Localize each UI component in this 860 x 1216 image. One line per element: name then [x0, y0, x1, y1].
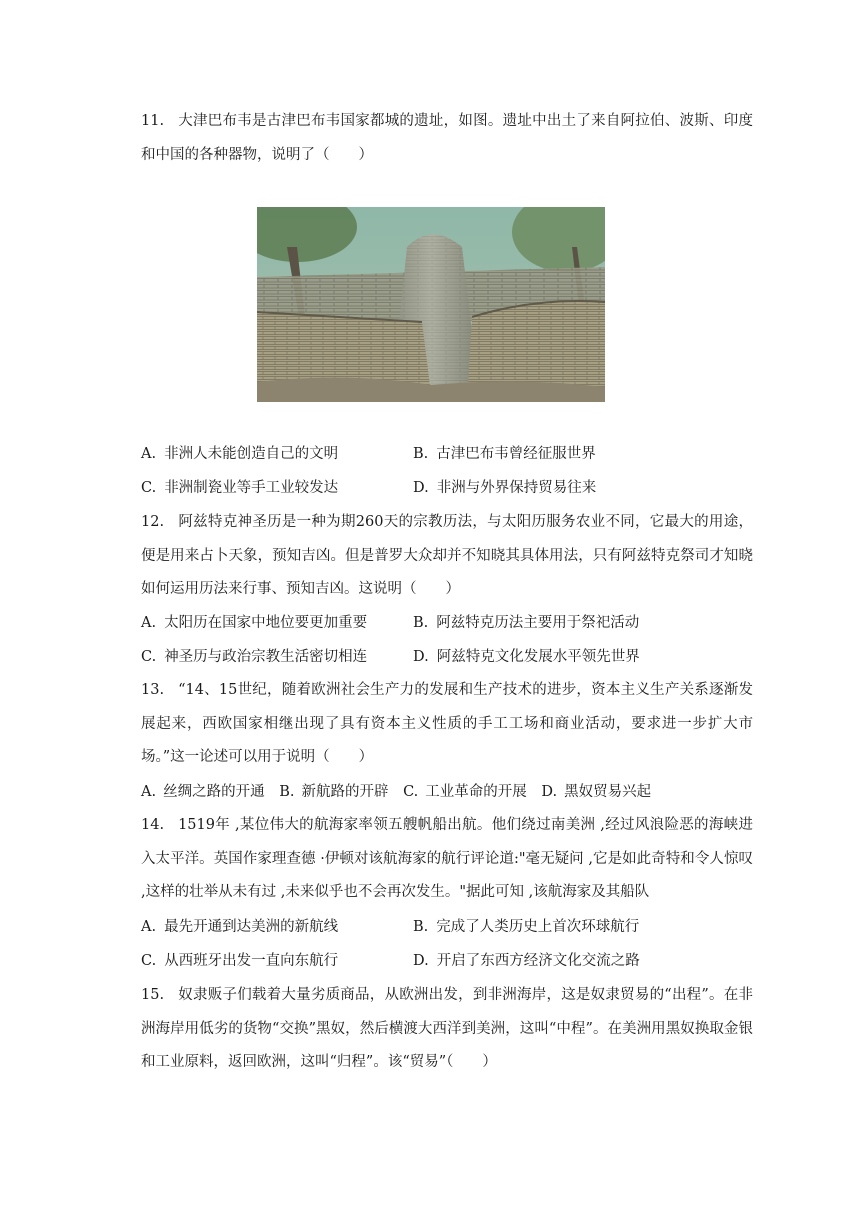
option-d[interactable]: D. 阿兹特克文化发展水平领先世界: [413, 649, 640, 665]
question-text: 1519年 ,某位伟大的航海家率领五艘帆船出航。他们绕过南美洲 ,经过风浪险恶的海峡进入太平洋。英国作家理查德 ·伊顿对该航海家的航行评论道:"毫无疑问 ,它是如此奇特和令人惊叹 ,这样的壮举从未有过 ,未来似乎也不会再次发生。"据此可知 ,该航海家及其船队: [141, 817, 753, 900]
option-b[interactable]: B. 古津巴布韦曾经征服世界: [413, 446, 596, 462]
option-a[interactable]: A. 太阳历在国家中地位要更加重要: [141, 615, 368, 631]
question-12-options: [141, 606, 761, 674]
question-11-options: [141, 437, 761, 505]
option-b[interactable]: B. 阿兹特克历法主要用于祭祀活动: [413, 615, 640, 631]
question-text: 奴隶贩子们载着大量劣质商品，从欧洲出发，到非洲海岸，这是奴隶贸易的“出程”。在非洲海岸用低劣的货物“交换”黑奴，然后横渡大西洋到美洲，这叫“中程”。在美洲用黑奴换取金银和工业原料，返回欧洲，这叫“归程”。该“贸易”（ ）: [141, 987, 753, 1070]
question-number: 15.: [141, 987, 165, 1003]
option-c[interactable]: C. 工业革命的开展: [403, 784, 527, 800]
option-c[interactable]: C. 神圣历与政治宗教生活密切相连: [141, 649, 368, 665]
question-number: 13.: [141, 682, 165, 698]
option-d[interactable]: D. 非洲与外界保持贸易往来: [413, 480, 597, 496]
option-b[interactable]: B. 完成了人类历史上首次环球航行: [413, 919, 640, 935]
great-zimbabwe-ruins-photo: [257, 207, 605, 402]
question-14-options: [141, 910, 761, 978]
question-13-options: [141, 775, 761, 809]
question-number: 14.: [141, 817, 165, 833]
question-text: 阿兹特克神圣历是一种为期260天的宗教历法，与太阳历服务农业不同，它最大的用途，便是用来占卜天象，预知吉凶。但是普罗大众却并不知晓其具体用法，只有阿兹特克祭司才知晓如何运用历法来行事、预知吉凶。这说明（ ）: [141, 514, 753, 597]
question-text: 大津巴布韦是古津巴布韦国家都城的遗址，如图。遗址中出土了来自阿拉伯、波斯、印度和中国的各种器物，说明了（ ）: [141, 113, 753, 163]
question-15-stem: [141, 979, 753, 1080]
question-13-stem: [141, 674, 753, 775]
option-c[interactable]: C. 从西班牙出发一直向东航行: [141, 953, 339, 969]
question-number: 11.: [141, 113, 165, 129]
option-a[interactable]: A. 非洲人未能创造自己的文明: [141, 446, 339, 462]
option-d[interactable]: D. 黑奴贸易兴起: [541, 784, 652, 800]
option-a[interactable]: A. 最先开通到达美洲的新航线: [141, 919, 339, 935]
question-11-stem: [141, 105, 753, 172]
option-c[interactable]: C. 非洲制瓷业等手工业较发达: [141, 480, 339, 496]
option-d[interactable]: D. 开启了东西方经济文化交流之路: [413, 953, 640, 969]
question-number: 12.: [141, 514, 165, 530]
question-text: “14、15世纪，随着欧洲社会生产力的发展和生产技术的进步，资本主义生产关系逐渐发展起来，西欧国家相继出现了具有资本主义性质的手工工场和商业活动，要求进一步扩大市场。”这一论述可以用于说明（ ）: [141, 682, 753, 765]
option-b[interactable]: B. 新航路的开辟: [279, 784, 389, 800]
question-12-stem: [141, 506, 753, 607]
option-a[interactable]: A. 丝绸之路的开通: [141, 784, 265, 800]
question-14-stem: [141, 809, 753, 910]
